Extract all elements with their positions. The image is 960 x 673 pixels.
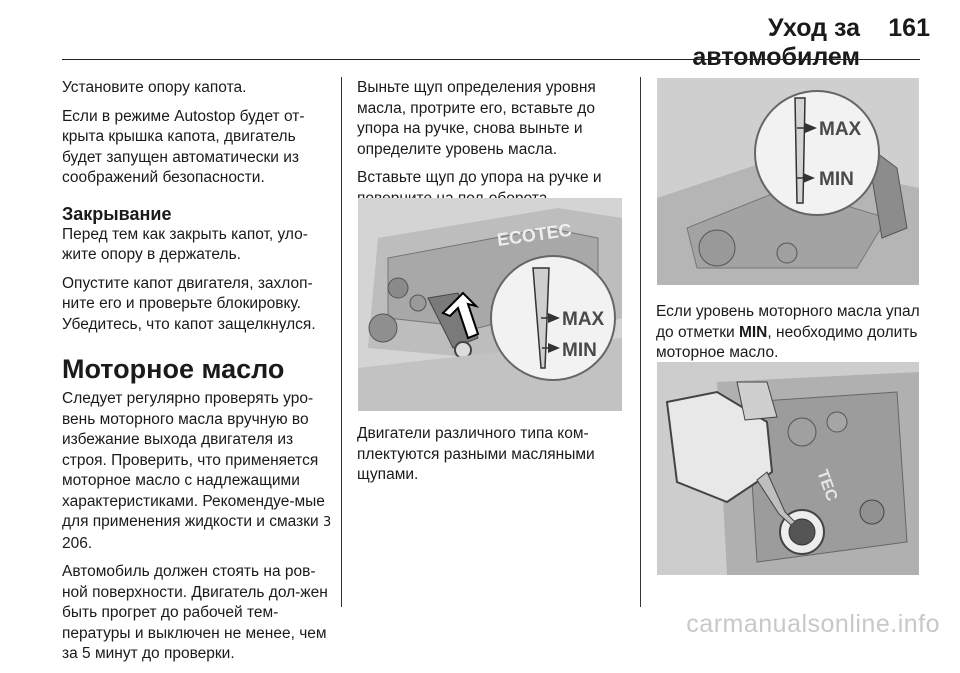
min-mark-text: MIN [738, 323, 768, 341]
max-label: MAX [819, 119, 862, 140]
watermark: carmanualsonline.info [686, 610, 940, 638]
paragraph: Если в режиме Autostop будет от-крыта крышка капота, двигатель будет запущен автоматически из соображений безопасности. [62, 107, 305, 186]
column-1 [62, 78, 332, 673]
max-label: MAX [562, 309, 605, 330]
oil-topup-illustration [657, 362, 919, 575]
page-reference-icon[interactable]: 3 [322, 515, 332, 530]
paragraph: Перед тем как закрыть капот, уло-жите опору в держатель. [62, 225, 308, 263]
column-divider-2 [640, 77, 641, 607]
dipstick-magnifier [755, 91, 879, 215]
engine-dipstick-illustration [358, 198, 622, 411]
paragraph [62, 389, 332, 554]
paragraph: Установите опору капота. [62, 79, 247, 96]
paragraph: Вставьте щуп до упора на ручке и [357, 169, 602, 186]
min-label: MIN [562, 340, 597, 361]
header-rule [62, 59, 920, 60]
paragraph: Выньте щуп определения уровня масла, протрите его, вставьте до упора на ручке, снова выньте и определите уровень масла. [357, 79, 596, 158]
brand-label: TEC [813, 467, 841, 504]
section-heading-engine-oil: Моторное масло [62, 354, 285, 384]
dipstick-icon [795, 98, 805, 203]
brand-label: ECOTEC [495, 219, 573, 250]
page-reference[interactable]: 206. [62, 534, 93, 552]
paragraph: Автомобиль должен стоять на ров-ной поверхности. Двигатель дол-жен быть прогрет до рабочей тем-пературы и выключен не менее, чем за 5 минут до проверки. [62, 563, 328, 662]
paragraph: Опустите капот двигателя, захлоп-ните его и проверьте блокировку. Убедитесь, что капот защелкнулся. [62, 274, 316, 333]
figure-caption: Двигатели различного типа ком-плектуются разными масляными щупами. [357, 425, 595, 483]
paragraph-text: Если уровень моторного масла упал до отметки [656, 303, 920, 341]
page-title: Уход за автомобилем [692, 14, 860, 71]
paragraph-text: Следует регулярно проверять уро-вень моторного масла вручную во избежание выхода двигателя из строя. Проверить, что применяется моторное масло с надлежащими характеристиками. Рекомендуе-мые для применения жидкости и смазки [62, 390, 325, 530]
page-header [0, 0, 960, 71]
column-divider-1 [341, 77, 342, 607]
min-label: MIN [819, 169, 854, 190]
figure-caption-block [357, 424, 629, 494]
paragraph [656, 302, 926, 364]
section-heading-closing: Закрывание [62, 203, 172, 224]
dipstick-closeup-illustration [657, 78, 919, 285]
page-number: 161 [888, 14, 930, 42]
paragraph-text: , необходимо долить моторное масло. [656, 323, 918, 361]
column-2 [357, 78, 629, 217]
